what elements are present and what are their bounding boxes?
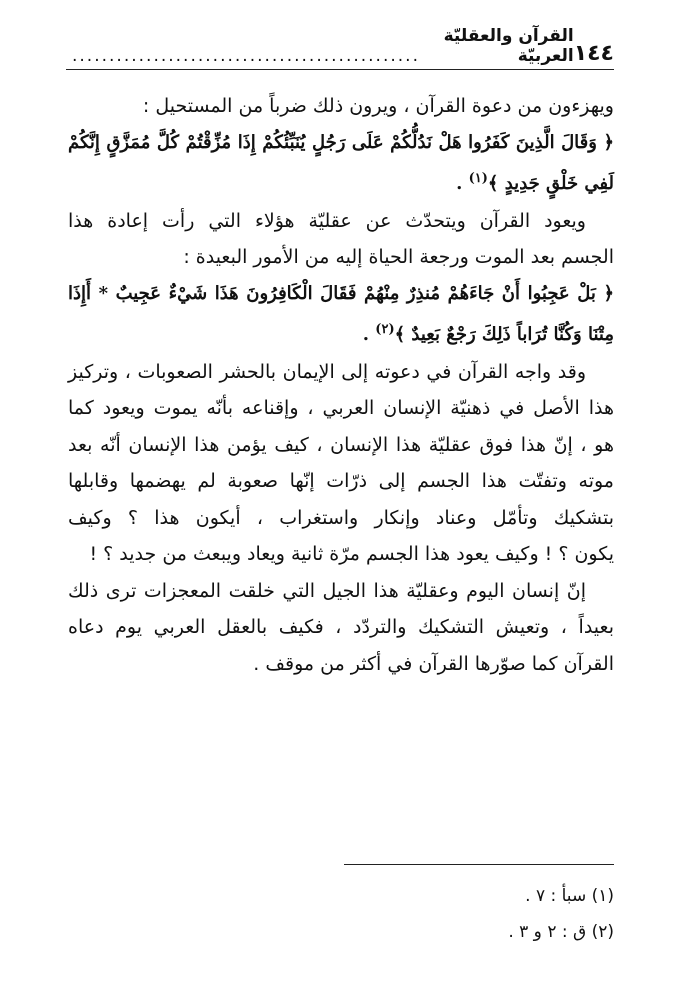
quote-period: . bbox=[362, 324, 376, 345]
footnote-2: (٢) ق : ٢ و ٣ . bbox=[508, 922, 614, 942]
quote-period: . bbox=[456, 173, 469, 194]
quran-line-end bbox=[68, 312, 614, 354]
text-line: موته وتفتّت هذا الجسم إلى ذرّات إنّها صعوبة لم يهضمها وقابلها bbox=[68, 470, 614, 492]
footnote-ref-1: (١) bbox=[468, 171, 488, 186]
paragraph-4-cont bbox=[68, 609, 614, 682]
page-number: ١٤٤ bbox=[573, 41, 614, 66]
quran-text: لَفِي خَلْقٍ جَدِيدٍ ﴾ bbox=[487, 173, 614, 194]
body-text bbox=[68, 88, 614, 682]
text-line: بتشكيك وتأمّل وعناد وإنكار واستغراب ، أيكون هذا ؟ وكيف bbox=[68, 506, 614, 529]
paragraph-4 bbox=[68, 573, 614, 610]
running-title bbox=[66, 26, 574, 66]
running-title-text: القرآن والعقليّة العربيّة bbox=[443, 26, 574, 66]
text-line: وقد واجه القرآن في دعوته إلى الإيمان بالحشر الصعوبات ، وتركيز bbox=[68, 360, 586, 383]
paragraph-3 bbox=[68, 354, 614, 391]
footnote-1: (١) سبأ : ٧ . bbox=[525, 886, 614, 906]
footnote-divider bbox=[344, 864, 614, 865]
quran-quote-2 bbox=[68, 276, 614, 354]
paragraph-1 bbox=[68, 88, 614, 125]
text-line: بعيداً ، وتعيش التشكيك والتردّد ، فكيف بالعقل العربي يوم دعاه bbox=[68, 616, 614, 638]
text-line: يكون ؟ ! وكيف يعود هذا الجسم مرّة ثانية ويعاد ويبعث من جديد ؟ ! bbox=[89, 543, 614, 565]
quran-line-end bbox=[68, 161, 614, 203]
text-line: هذا الأصل في ذهنيّة الإنسان العربي ، وإقناعه بأنّه يموت ويعود كما bbox=[68, 397, 614, 419]
quran-line: ﴿ وَقَالَ الَّذِينَ كَفَرُوا هَلْ نَدُلُّكُمْ عَلَى رَجُلٍ يُنَبِّئُكُمْ إِذَا مُزِّقْتُمْ كُلَّ مُمَزَّقٍ إِنَّكُمْ bbox=[68, 131, 614, 153]
text-line: الجسم بعد الموت ورجعة الحياة إليه من الأمور البعيدة : bbox=[183, 246, 614, 268]
footnote-ref-2: (٢) bbox=[375, 322, 395, 337]
page-header bbox=[66, 26, 614, 70]
paragraph-3-cont bbox=[68, 390, 614, 573]
quran-text: مِتْنَا وَكُنَّا تُرَاباً ذَلِكَ رَجْعٌ بَعِيدٌ ﴾ bbox=[394, 324, 614, 345]
text-line: هو ، إنّ هذا فوق عقليّة هذا الإنسان ، كيف يؤمن هذا الإنسان أنّه بعد bbox=[68, 433, 614, 456]
paragraph-2 bbox=[68, 203, 614, 240]
text-line: ويهزءون من دعوة القرآن ، ويرون ذلك ضرباً من المستحيل : bbox=[142, 95, 614, 117]
quran-line: ﴿ بَلْ عَجِبُوا أَنْ جَاءَهُمْ مُنذِرٌ مِنْهُمْ فَقَالَ الْكَافِرُونَ هَذَا شَيْءٌ عَجِيبٌ * أَإِذَا bbox=[68, 282, 614, 304]
footnotes bbox=[200, 878, 614, 950]
quran-quote-1 bbox=[68, 125, 614, 203]
paragraph-2-cont bbox=[68, 239, 614, 276]
leader-dots: ............................................... bbox=[72, 46, 420, 66]
text-line: القرآن كما صوّرها القرآن في أكثر من موقف . bbox=[253, 652, 614, 675]
text-line: ويعود القرآن ويتحدّث عن عقليّة هؤلاء التي رأت إعادة هذا bbox=[68, 209, 586, 232]
text-line: إنّ إنسان اليوم وعقليّة هذا الجيل التي خلقت المعجزات ترى ذلك bbox=[68, 579, 586, 602]
